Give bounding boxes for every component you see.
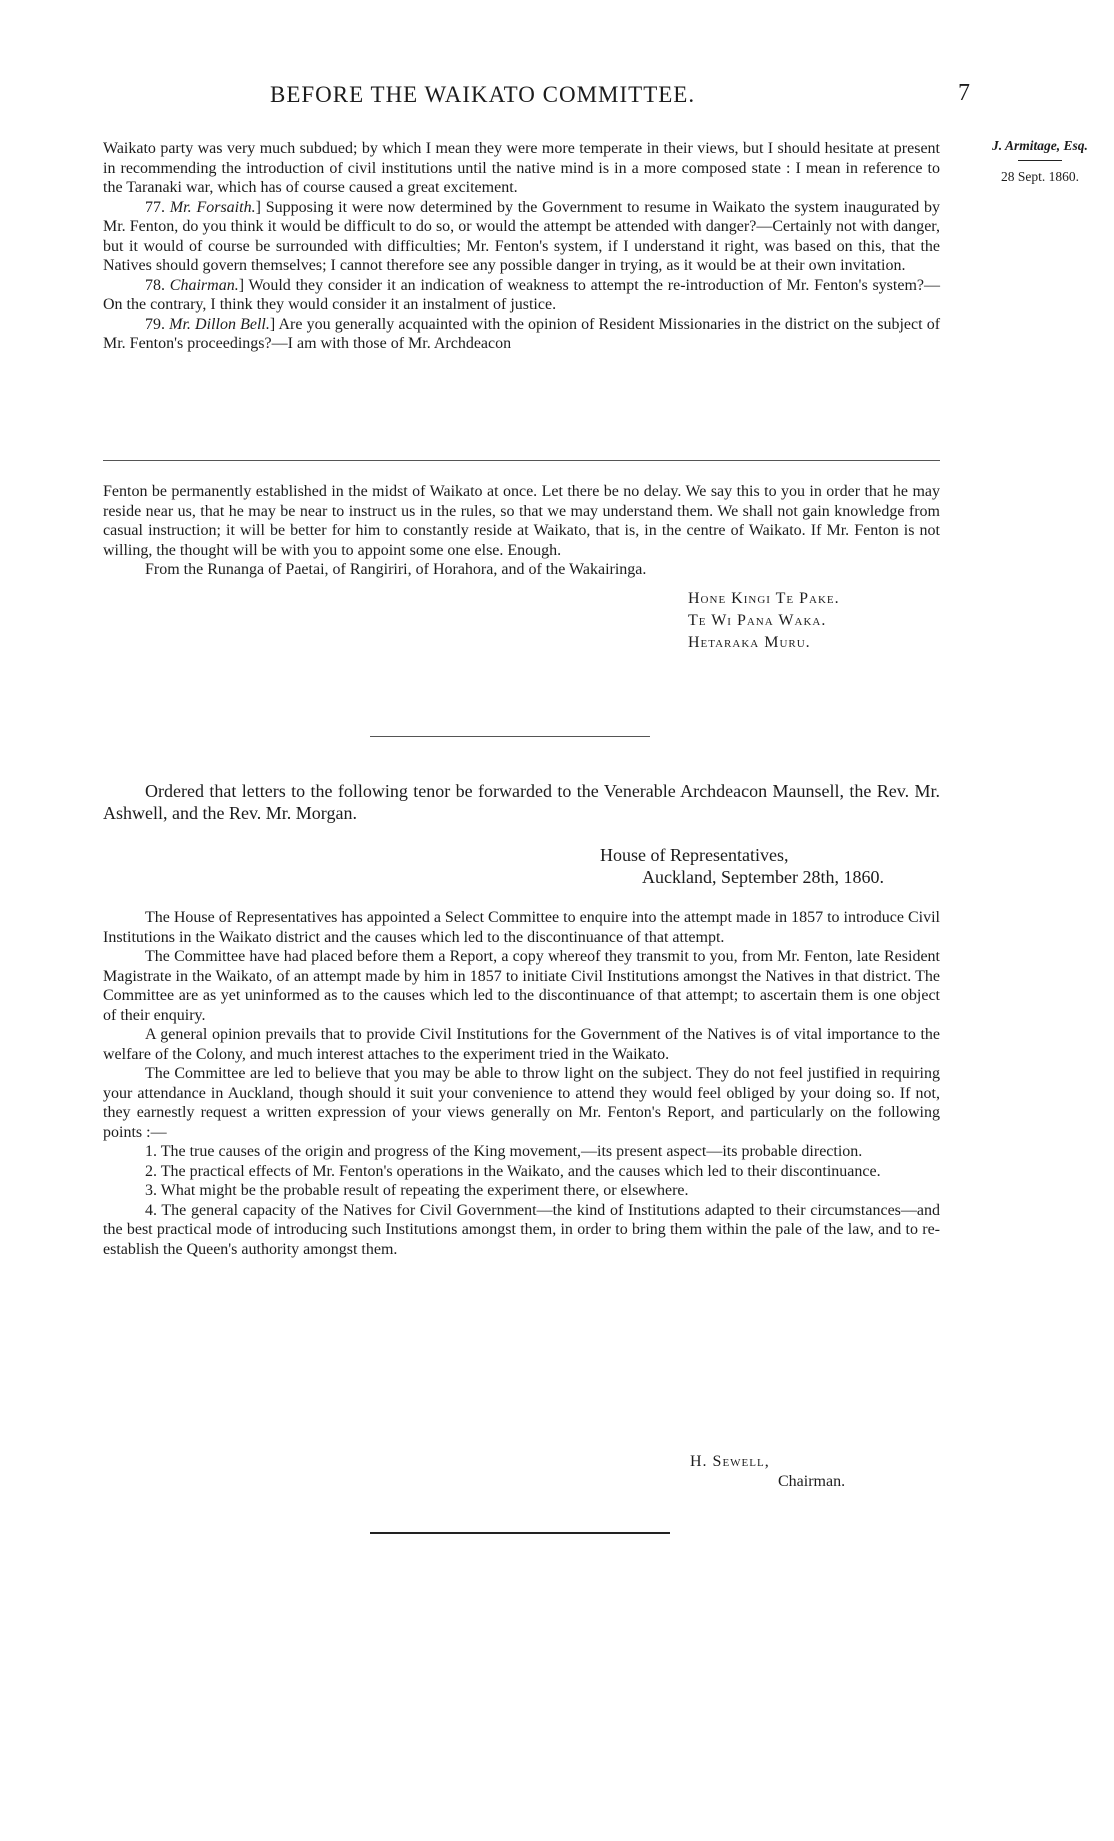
testimony-continuation: Waikato party was very much subdued; by which I mean they were more temperate in their views, but I should hesitate at present in recommending the introduction of civil institutions until the native mind is in a more composed state : I mean in reference to the Taranaki war, which has of course caused a great excitement. [103, 140, 940, 196]
page-number: 7 [958, 80, 970, 106]
order-block [103, 780, 940, 824]
speaker: Mr. Dillon Bell. [169, 315, 270, 333]
letter-body: Fenton be permanently established in the midst of Waikato at once. Let there be no delay. We say this to you in order that he may reside near us, that he may be near to instruct us in the rules, so that we may understand them. We shall not gain knowledge from casual instruction; it will be better for him to constantly reside at Waikato, that is, in the centre of Waikato. If Mr. Fenton is not willing, the thought will be with you to appoint some one else. Enough. [103, 483, 940, 559]
signature: Te Wi Pana Waka. [688, 611, 827, 629]
signature: Hetaraka Muru. [688, 633, 811, 651]
footnote-rule [103, 460, 940, 461]
letter-from: From the Runanga of Paetai, of Rangiriri, of Horahora, and of the Wakairinga. [145, 561, 647, 578]
end-rule [370, 1532, 670, 1534]
margin-rule [1018, 160, 1062, 161]
point-item: 4. The general capacity of the Natives for Civil Government—the kind of Institutions adapted to their circumstances—and the best practical mode of introducing such Institutions amongst them, in order to bring them within the pale of the law, and to re-establish the Queen's authority amongst them. [103, 1201, 940, 1258]
speaker: Mr. Forsaith. [169, 198, 256, 216]
question-77: 77. Mr. Forsaith.] Supposing it were now determined by the Government to resume in Waikato the system inaugurated by Mr. Fenton, do you think it would be difficult to do so, or would the attempt be attended with danger?—Certainly not with danger, but it would of course be surrounded with difficulties; Mr. Fenton's system, if I understand it right, was based on this, that the Natives should govern themselves; I cannot therefore see any possible danger in trying, as it would be at their own invitation. [103, 198, 941, 274]
question-79: 79. Mr. Dillon Bell.] Are you generally acquainted with the opinion of Resident Missionaries in the district on the subject of Mr. Fenton's proceedings?—I am with those of Mr. Archdeacon [103, 315, 941, 352]
address-line: House of Representatives, [600, 845, 789, 865]
address-line: Auckland, September 28th, 1860. [642, 867, 884, 887]
letter-paragraph: A general opinion prevails that to provide Civil Institutions for the Government of the Natives is of vital importance to the welfare of the Colony, and much interest attaches to the experiment tried in the Waikato. [103, 1026, 940, 1063]
committee-letter [103, 908, 940, 1259]
point-item: 2. The practical effects of Mr. Fenton's operations in the Waikato, and the causes which led to their discontinuance. [145, 1162, 881, 1180]
margin-note [965, 138, 1114, 185]
signer-title: Chairman. [778, 1473, 846, 1490]
speaker: Chairman. [169, 276, 239, 294]
native-letter-block [103, 482, 940, 654]
order-text: Ordered that letters to the following tenor be forwarded to the Venerable Archdeacon Maunsell, the Rev. Mr. Ashwell, and the Rev. Mr. Morgan. [103, 781, 940, 823]
point-item: 1. The true causes of the origin and progress of the King movement,—its present aspect—its probable direction. [145, 1143, 863, 1160]
question-78: 78. Chairman.] Would they consider it an indication of weakness to attempt the re-introduction of Mr. Fenton's system?—On the contrary, I think they would consider it an instalment of justice. [103, 276, 940, 313]
signer-name: H. Sewell, [690, 1453, 770, 1470]
testimony-date: 28 Sept. 1860. [1000, 169, 1079, 184]
letter-paragraph: The Committee have had placed before them a Report, a copy whereof they transmit to you, from Mr. Fenton, late Resident Magistrate in the Waikato, of an attempt made by him in 1857 to initiate Civil Institutions amongst the Natives in that district. The Committee are as yet uninformed as to the causes which led to the discontinuance of that attempt; to ascertain them is one object of their enquiry. [103, 948, 940, 1024]
section-divider [370, 736, 650, 737]
letter-paragraph: The House of Representatives has appointed a Select Committee to enquire into the attempt made in 1857 to introduce Civil Institutions in the Waikato district and the causes which led to the discontinuance of that attempt. [103, 909, 940, 946]
letter-signature [690, 1452, 845, 1492]
running-header: BEFORE THE WAIKATO COMMITTEE. [270, 82, 696, 107]
letter-paragraph: The Committee are led to believe that you may be able to throw light on the subject. They do not feel justified in requiring your attendance in Auckland, though should it suit your convenience to attend they would feel obliged by your doing so. If not, they earnestly request a written expression of your views generally on Mr. Fenton's Report, and particularly on the following points :— [103, 1065, 940, 1141]
testimony-block [103, 139, 940, 354]
letter-address [600, 844, 884, 888]
point-item: 3. What might be the probable result of repeating the experiment there, or elsewhere. [145, 1182, 689, 1199]
witness-name: J. Armitage, Esq. [992, 138, 1088, 153]
signature: Hone Kingi Te Pake. [688, 589, 840, 607]
